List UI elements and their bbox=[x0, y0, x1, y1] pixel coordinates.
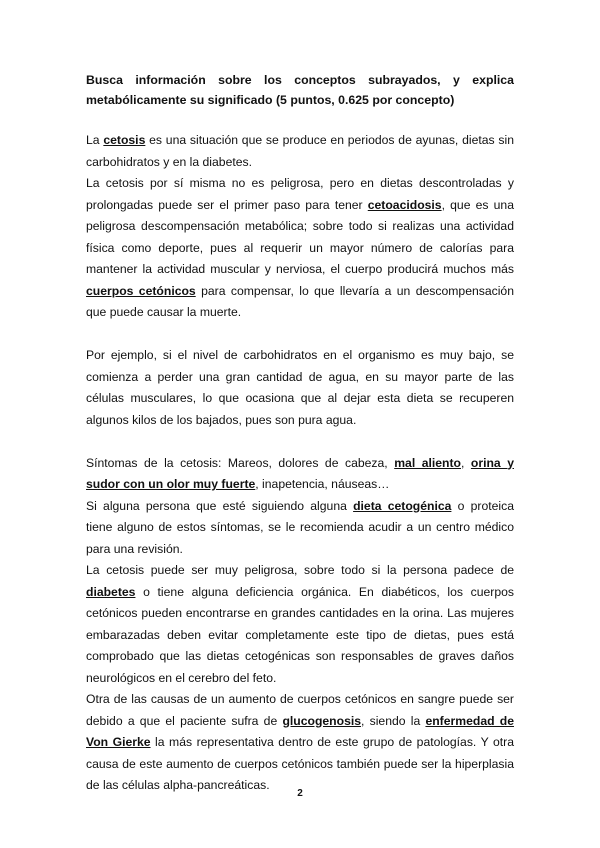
page-number: 2 bbox=[297, 788, 303, 799]
term-dieta-cetogenica: dieta cetogénica bbox=[353, 498, 452, 513]
paragraph-example: Por ejemplo, si el nivel de carbohidratos en el organismo es muy bajo, se comienza a perder una gran cantidad de agua, en su mayor parte de las células musculares, lo que ocasiona que al dejar esta dieta se recuperen algunos kilos de los bajados, pues son pura agua. bbox=[86, 348, 514, 427]
text-run: La cetosis puede ser muy peligrosa, sobre todo si la persona padece de bbox=[86, 563, 514, 577]
exercise-heading: Busca información sobre los conceptos subrayados, y explica metabólicamente su significado (5 puntos, 0.625 por concepto) bbox=[86, 73, 514, 107]
term-diabetes: diabetes bbox=[86, 584, 136, 599]
text-run: La cetosis por sí misma no es peligrosa, pero en dietas descontroladas y prolongadas puede ser el primer paso para tener bbox=[86, 176, 514, 212]
text-run: , siendo la bbox=[361, 713, 426, 728]
answer-body bbox=[86, 130, 514, 797]
paragraph-diabetes bbox=[86, 560, 514, 689]
term-cetosis: cetosis bbox=[103, 133, 146, 147]
text-run: Síntomas de la cetosis: Mareos, dolores de cabeza, bbox=[86, 455, 395, 470]
text-run: Si alguna persona que esté siguiendo alguna bbox=[86, 498, 354, 513]
text-run: , inapetencia, náuseas… bbox=[255, 477, 390, 491]
term-von-gierke: enfermedad de Von Gierke bbox=[86, 713, 514, 749]
text-run: , que es una peligrosa descompensación metabólica; sobre todo si realizas una actividad física como deporte, pues al requerir un mayor número de calorías para mantener la actividad muscular y nerviosa, el cuerpo producirá muchos más bbox=[86, 197, 514, 276]
paragraph-symptoms bbox=[86, 453, 514, 496]
paragraph-glucogenosis bbox=[86, 689, 514, 797]
text-run: es una situación que se produce en periodos de ayunas, dietas sin carbohidratos y en la diabetes. bbox=[86, 133, 514, 169]
term-mal-aliento: mal aliento bbox=[394, 455, 461, 470]
term-cuerpos-cetonicos: cuerpos cetónicos bbox=[86, 283, 196, 298]
term-cetoacidosis: cetoacidosis bbox=[367, 197, 442, 212]
term-orina-sudor: orina y sudor con un olor muy fuerte bbox=[86, 455, 514, 491]
paragraph-cetosis bbox=[86, 130, 514, 173]
text-run: o proteica tiene alguno de estos síntomas, se le recomienda acudir a un centro médico para una revisión. bbox=[86, 498, 514, 556]
text-run: Otra de las causas de un aumento de cuerpos cetónicos en sangre puede ser debido a que el paciente sufra de bbox=[86, 692, 514, 728]
term-glucogenosis: glucogenosis bbox=[282, 713, 362, 728]
text-run: La bbox=[86, 133, 104, 147]
text-run: , bbox=[461, 455, 471, 470]
text-run: la más representativa dentro de este grupo de patologías. Y otra causa de este aumento de cuerpos cetónicos también puede ser la hiperplasia de las células alpha-pancreáticas. bbox=[86, 735, 514, 792]
paragraph-cetoacidosis bbox=[86, 173, 514, 324]
text-run: para compensar, lo que llevaría a un descompensación que puede causar la muerte. bbox=[86, 283, 514, 319]
paragraph-dieta bbox=[86, 496, 514, 561]
text-run: o tiene alguna deficiencia orgánica. En diabéticos, los cuerpos cetónicos pueden encontrarse en grandes cantidades en la orina. Las mujeres embarazadas deben evitar completamente este tipo de dietas, pues está comprobado que las dietas cetogénicas son responsables de graves daños neurológicos en el cerebro del feto. bbox=[86, 584, 514, 685]
